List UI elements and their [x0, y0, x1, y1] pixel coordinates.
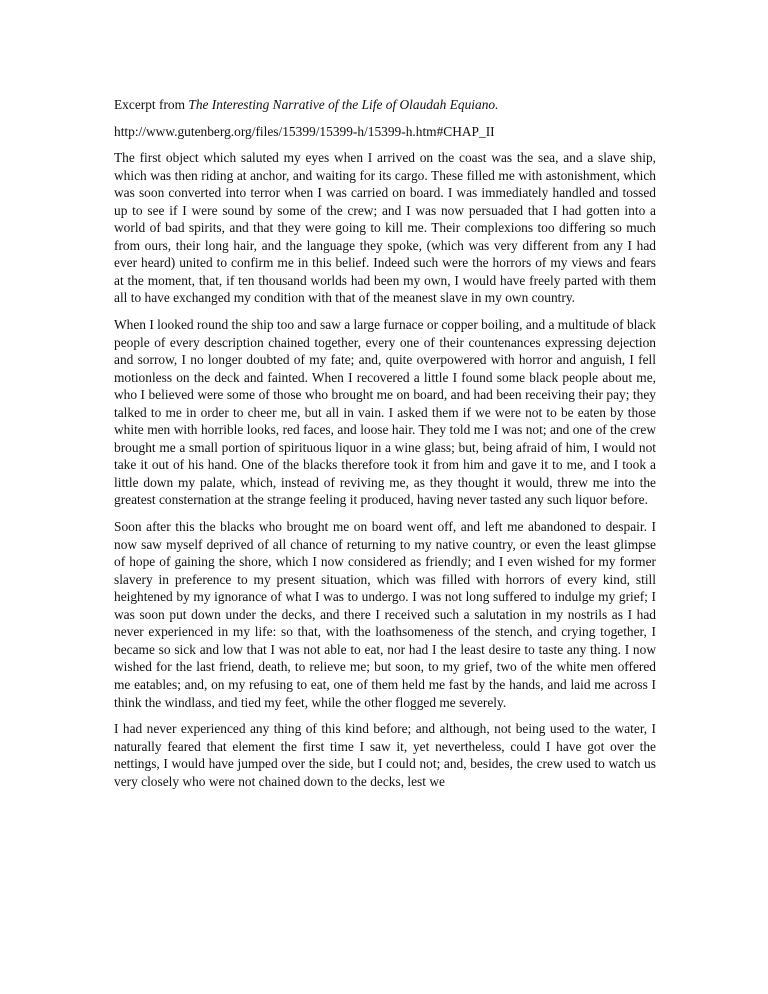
paragraph-1: The first object which saluted my eyes when I arrived on the coast was the sea, and a slave ship, which was then riding at anchor, and waiting for its cargo. These filled me with astonishment, which was soon converted into terror when I was carried on board. I was immediately handled and tossed up to see if I were sound by some of the crew; and I was now persuaded that I had gotten into a world of bad spirits, and that they were going to kill me. Their complexions too differing so much from ours, their long hair, and the language they spoke, (which was very different from any I had ever heard) united to confirm me in this belief. Indeed such were the horrors of my views and fears at the moment, that, if ten thousand worlds had been my own, I would have freely parted with them all to have exchanged my condition with that of the meanest slave in my own country.	[114, 150, 656, 306]
document-page	[114, 96, 656, 799]
excerpt-heading	[114, 96, 656, 114]
paragraph-3: Soon after this the blacks who brought me on board went off, and left me abandoned to despair. I now saw myself deprived of all chance of returning to my native country, or even the least glimpse of hope of gaining the shore, which I now considered as friendly; and I even wished for my former slavery in preference to my present situation, which was filled with horrors of every kind, still heightened by my ignorance of what I was to undergo. I was not long suffered to indulge my grief; I was soon put down under the decks, and there I received such a salutation in my nostrils as I had never experienced in my life: so that, with the loathsomeness of the stench, and crying together, I became so sick and low that I was not able to eat, nor had I the least desire to taste any thing. I now wished for the last friend, death, to relieve me; but soon, to my grief, two of the white men offered me eatables; and, on my refusing to eat, one of them held me fast by the hands, and laid me across I think the windlass, and tied my feet, while the other flogged me severely.	[114, 519, 656, 710]
paragraph-4: I had never experienced any thing of this kind before; and although, not being used to the water, I naturally feared that element the first time I saw it, yet nevertheless, could I have got over the nettings, I would have jumped over the side, but I could not; and, besides, the crew used to watch us very closely who were not chained down to the decks, lest we	[114, 721, 656, 789]
paragraph-2: When I looked round the ship too and saw a large furnace or copper boiling, and a multitude of black people of every description chained together, every one of their countenances expressing dejection and sorrow, I no longer doubted of my fate; and, quite overpowered with horror and anguish, I fell motionless on the deck and fainted. When I recovered a little I found some black people about me, who I believed were some of those who brought me on board, and had been receiving their pay; they talked to me in order to cheer me, but all in vain. I asked them if we were not to be eaten by those white men with horrible looks, red faces, and loose hair. They told me I was not; and one of the crew brought me a small portion of spirituous liquor in a wine glass; but, being afraid of him, I would not take it out of his hand. One of the blacks therefore took it from him and gave it to me, and I took a little down my palate, which, instead of reviving me, as they thought it would, threw me into the greatest consternation at the strange feeling it produced, having never tasted any such liquor before.	[114, 317, 656, 508]
source-url: http://www.gutenberg.org/files/15399/15399-h/15399-h.htm#CHAP_II	[114, 123, 495, 139]
book-title: The Interesting Narrative of the Life of Olaudah Equiano.	[188, 97, 499, 112]
heading-prefix: Excerpt from	[114, 97, 189, 112]
